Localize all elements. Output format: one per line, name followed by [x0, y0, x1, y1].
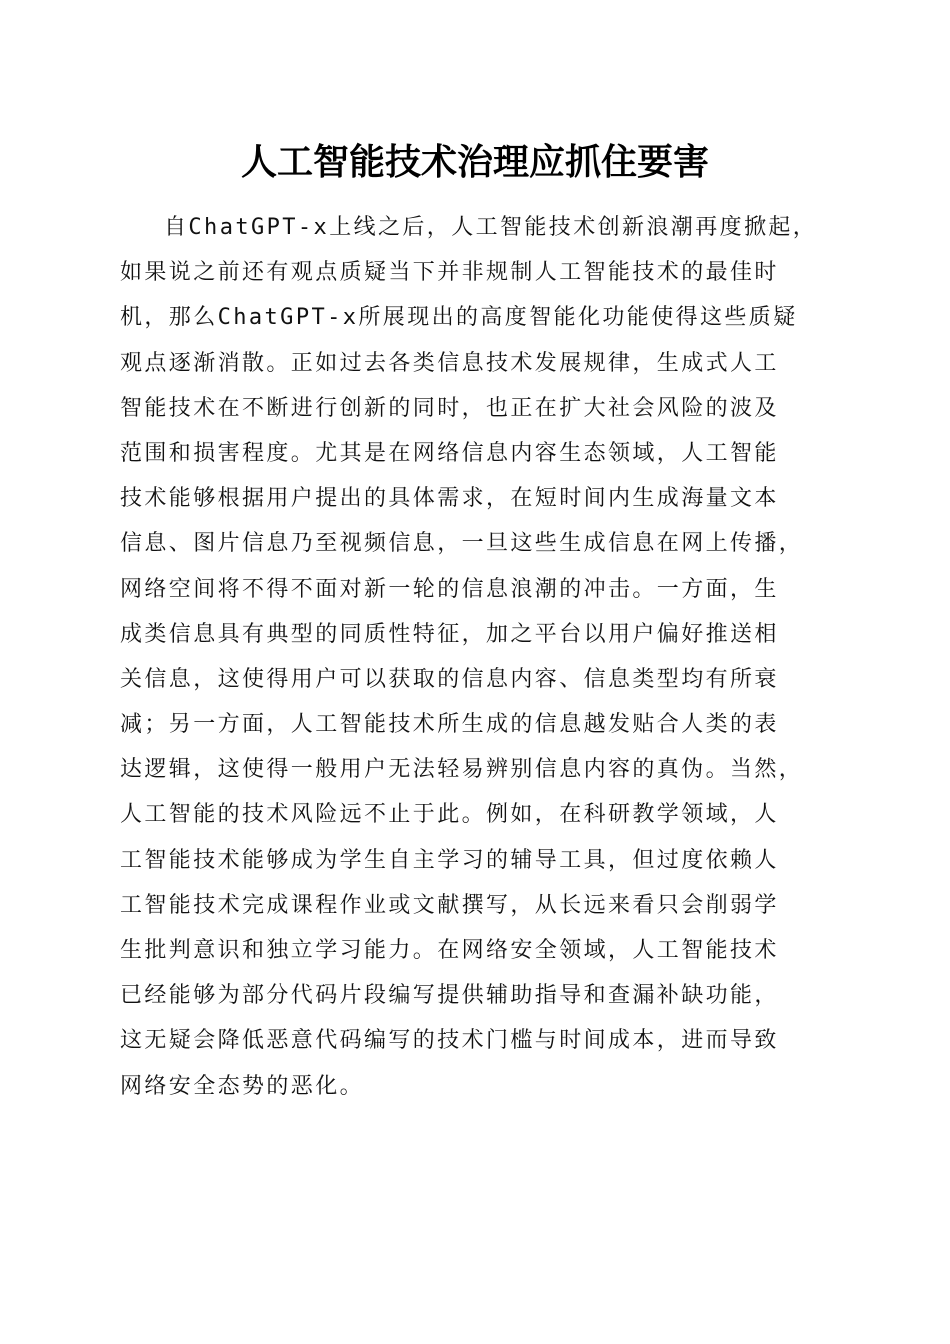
paragraph-line: 智能技术在不断进行创新的同时，也正在扩大社会风险的波及 — [120, 395, 779, 421]
paragraph-line: 网络安全态势的恶化。 — [120, 1073, 365, 1099]
paragraph-line: 成类信息具有典型的同质性特征，加之平台以用户偏好推送相 — [120, 621, 779, 647]
paragraph-line: 生批判意识和独立学习能力。在网络安全领域，人工智能技术 — [120, 938, 779, 963]
paragraph-line: 自ChatGPT-x上线之后，人工智能技术创新浪潮再度掀起， — [164, 215, 818, 240]
paragraph-line: 达逻辑，这使得一般用户无法轻易辨别信息内容的真伪。当然， — [120, 757, 804, 783]
paragraph-line: 观点逐渐消散。正如过去各类信息技术发展规律，生成式人工 — [120, 350, 779, 376]
paragraph-line: 范围和损害程度。尤其是在网络信息内容生态领域，人工智能 — [120, 440, 779, 466]
document-title: 人工智能技术治理应抓住要害 — [240, 141, 709, 183]
paragraph-line: 如果说之前还有观点质疑当下并非规制人工智能技术的最佳时 — [120, 260, 779, 286]
paragraph-line: 技术能够根据用户提出的具体需求，在短时间内生成海量文本 — [120, 486, 779, 512]
paragraph-line: 这无疑会降低恶意代码编写的技术门槛与时间成本，进而导致 — [120, 1028, 779, 1054]
paragraph-line: 工智能技术能够成为学生自主学习的辅导工具，但过度依赖人 — [120, 847, 779, 873]
paragraph-line: 人工智能的技术风险远不止于此。例如，在科研教学领域，人 — [120, 802, 779, 828]
paragraph-line: 工智能技术完成课程作业或文献撰写，从长远来看只会削弱学 — [120, 892, 779, 918]
paragraph-line: 机，那么ChatGPT-x所展现出的高度智能化功能使得这些质疑 — [120, 305, 798, 331]
paragraph-line: 已经能够为部分代码片段编写提供辅助指导和查漏补缺功能， — [120, 983, 779, 1009]
document-body — [120, 205, 840, 1109]
paragraph-line: 关信息，这使得用户可以获取的信息内容、信息类型均有所衰 — [120, 666, 779, 692]
paragraph-line: 信息、图片信息乃至视频信息，一旦这些生成信息在网上传播， — [120, 531, 804, 557]
paragraph-line: 减；另一方面，人工智能技术所生成的信息越发贴合人类的表 — [120, 712, 779, 738]
paragraph-line: 网络空间将不得不面对新一轮的信息浪潮的冲击。一方面，生 — [120, 576, 779, 602]
